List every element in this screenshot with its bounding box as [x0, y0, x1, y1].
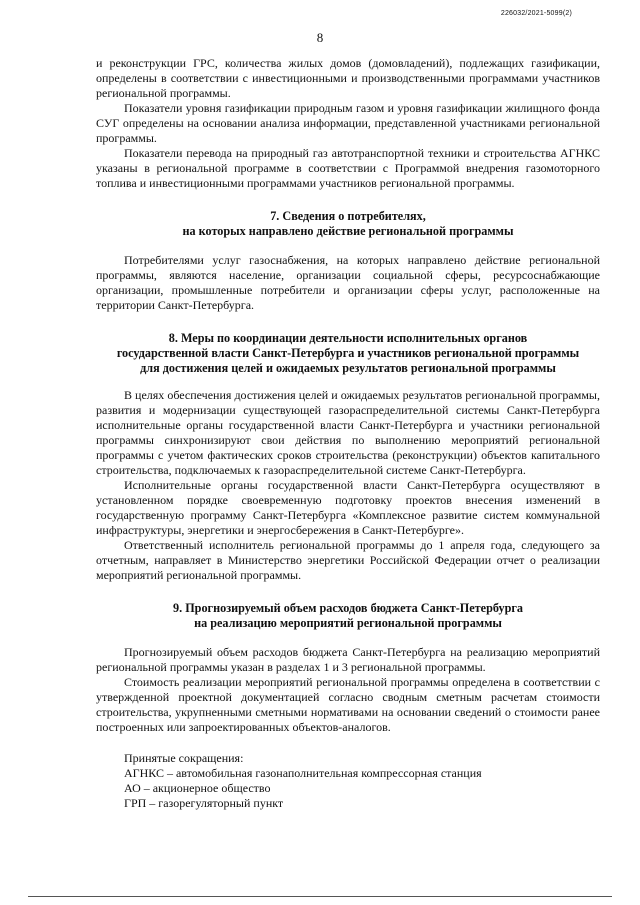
- section-8-title-line-2: государственной власти Санкт-Петербурга и участников региональной программы: [116, 346, 580, 360]
- abbreviation-item: АГНКС – автомобильная газонаполнительная компрессорная станция: [124, 766, 482, 780]
- section-9-paragraph-2: Стоимость реализации мероприятий региональной программы определена в соответствии с утвержденной проектной документацией согласно сводным сметным расчетам стоимости строительства, укрупненными сметными нормативами на основании сведений о стоимости ранее построенных или запроектированных объектов-аналогов.: [96, 675, 600, 734]
- intro-paragraph-1: и реконструкции ГРС, количества жилых домов (домовладений), подлежащих газификации, определены в соответствии с инвестиционными и производственными программами участников региональной программы.: [96, 56, 600, 100]
- abbreviation-item: ГРП – газорегуляторный пункт: [124, 796, 284, 810]
- document-body: [96, 56, 600, 811]
- section-8-title-line-3: для достижения целей и ожидаемых результатов региональной программы: [140, 361, 556, 375]
- section-7-title-line-2: на которых направлено действие региональной программы: [182, 224, 514, 238]
- section-7-title-line-1: 7. Сведения о потребителях,: [270, 209, 426, 223]
- section-8-heading: [96, 331, 600, 376]
- section-9-title-line-2: на реализацию мероприятий региональной программы: [194, 616, 502, 630]
- abbreviations-list: [96, 751, 600, 811]
- intro-paragraph-2: Показатели уровня газификации природным газом и уровня газификации жилищного фонда СУГ определены на основании анализа информации, представленной участниками региональной программы.: [96, 101, 600, 145]
- section-9-paragraph-1: Прогнозируемый объем расходов бюджета Санкт-Петербурга на реализацию мероприятий региональной программы указан в разделах 1 и 3 региональной программы.: [96, 645, 600, 674]
- section-8-paragraph-3: Ответственный исполнитель региональной программы до 1 апреля года, следующего за отчетным, направляет в Министерство энергетики Российской Федерации отчет о реализации мероприятий региональной программы.: [96, 538, 600, 582]
- section-9-heading: [96, 601, 600, 631]
- document-number: 226032/2021-5099(2): [500, 10, 572, 17]
- abbreviations-title: Принятые сокращения:: [124, 751, 244, 765]
- abbreviation-item: АО – акционерное общество: [124, 781, 271, 795]
- section-7-paragraph-1: Потребителями услуг газоснабжения, на которых направлено действие региональной программы, являются население, организации социальной сферы, ресурсоснабжающие организации, промышленные потребители и организации сферы услуг, расположенные на территории Санкт-Петербурга.: [96, 253, 600, 312]
- page-number: 8: [316, 30, 324, 45]
- section-8-paragraph-2: Исполнительные органы государственной власти Санкт-Петербурга осуществляют в установленном порядке своевременную подготовку проектов внесения изменений в государственную программу Санкт-Петербурга «Комплексное развитие систем коммунальной инфраструктуры, энергетики и энергосбережения в Санкт-Петербурге».: [96, 478, 600, 537]
- section-8-paragraph-1: В целях обеспечения достижения целей и ожидаемых результатов региональной программы, развития и модернизации существующей газораспределительной системы Санкт-Петербурга исполнительные органы государственной власти Санкт-Петербурга и участники региональной программы синхронизируют свои действия по выполнению мероприятий региональной программы с учетом фактических сроков строительства (реконструкции) объектов капитального строительства, подключаемых к газораспределительной системе Санкт-Петербурга.: [96, 388, 600, 477]
- section-9-title-line-1: 9. Прогнозируемый объем расходов бюджета Санкт-Петербурга: [173, 601, 523, 615]
- section-7-heading: [96, 209, 600, 239]
- intro-paragraph-3: Показатели перевода на природный газ автотранспортной техники и строительства АГНКС указаны в региональной программе в соответствии с Программой внедрения газомоторного топлива и инвестиционными программами участников региональной программы.: [96, 146, 600, 190]
- bottom-scan-line: [28, 896, 612, 897]
- section-8-title-line-1: 8. Меры по координации деятельности исполнительных органов: [168, 331, 528, 345]
